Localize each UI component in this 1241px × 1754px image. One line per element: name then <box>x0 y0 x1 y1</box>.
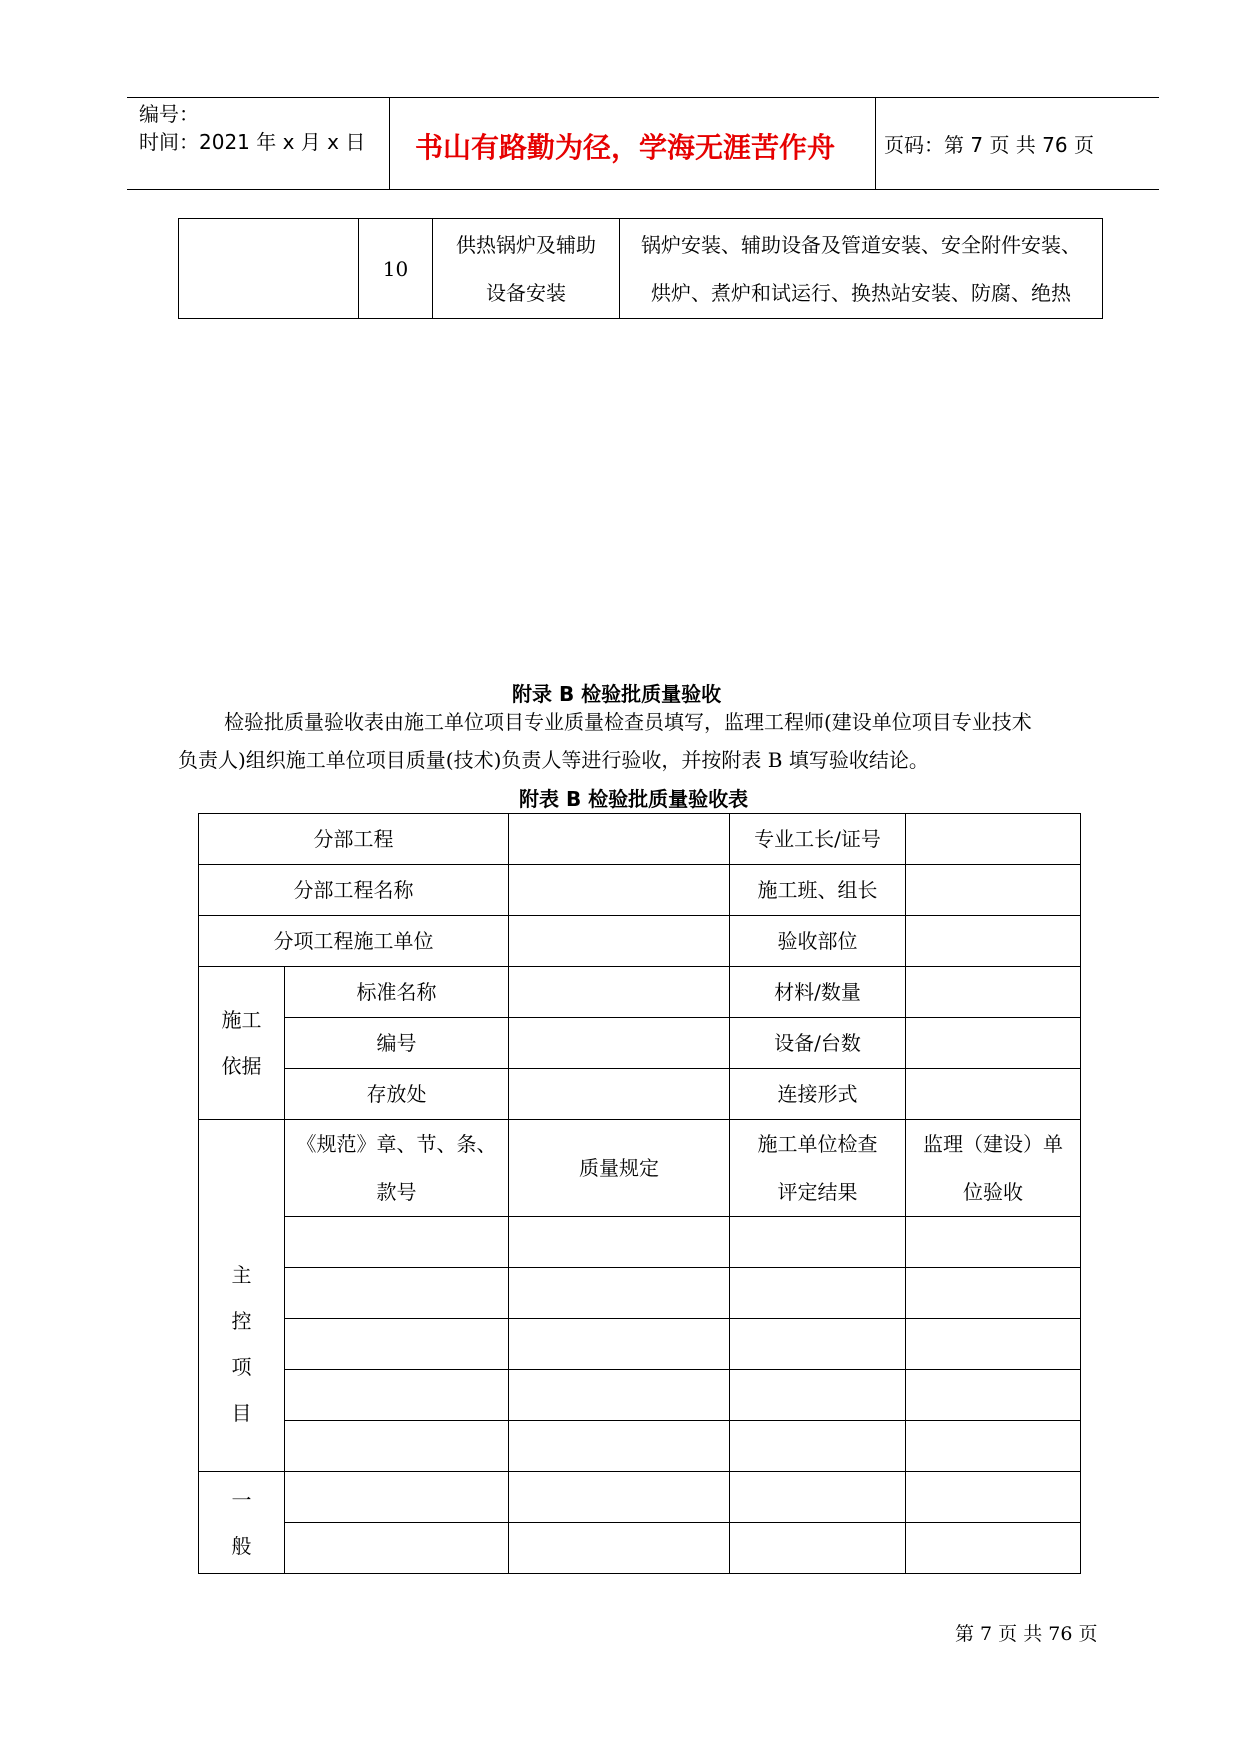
sub-item-contractor-value[interactable] <box>509 916 730 967</box>
division-name-label: 分部工程名称 <box>199 865 509 916</box>
storage-location-value[interactable] <box>509 1069 730 1120</box>
clause-header-line: 款号 <box>376 1180 417 1204</box>
supervision-acceptance-header <box>906 1120 1081 1217</box>
document-time-label: 时间：2021 年 x 月 x 日 <box>139 130 366 154</box>
appendix-paragraph <box>178 703 1108 779</box>
acceptance-cell[interactable] <box>906 1370 1081 1421</box>
table-row <box>199 1472 1081 1523</box>
appendix-title: 附录 B 检验批质量验收 <box>512 682 722 706</box>
quality-requirement-header: 质量规定 <box>509 1120 730 1217</box>
table-row <box>199 814 1081 865</box>
header-bottom-rule <box>127 189 1159 190</box>
quality-cell[interactable] <box>509 1421 730 1472</box>
table-row <box>199 1120 1081 1217</box>
header-page-info: 页码：第 7 页 共 76 页 <box>884 133 1094 157</box>
team-leader-value[interactable] <box>906 865 1081 916</box>
foreman-cert-label: 专业工长/证号 <box>730 814 906 865</box>
check-result-cell[interactable] <box>730 1523 906 1574</box>
footer-page-number: 第 7 页 共 76 页 <box>955 1623 1098 1645</box>
table-row <box>199 1319 1081 1370</box>
main-items-char: 目 <box>231 1400 252 1425</box>
clause-cell[interactable] <box>285 1472 509 1523</box>
acceptance-location-label: 验收部位 <box>730 916 906 967</box>
item-content-line: 烘炉、煮炉和试运行、换热站安装、防腐、绝热 <box>651 280 1071 305</box>
main-items-char: 控 <box>231 1308 252 1333</box>
construction-basis-label <box>199 967 285 1120</box>
storage-location-label: 存放处 <box>285 1069 509 1120</box>
table-row <box>199 1370 1081 1421</box>
basis-label-line: 施工 <box>221 1008 262 1032</box>
division-project-value[interactable] <box>509 814 730 865</box>
supervision-header-line: 位验收 <box>963 1180 1023 1204</box>
check-result-cell[interactable] <box>730 1217 906 1268</box>
main-items-char: 项 <box>231 1354 252 1379</box>
header-motto: 书山有路勤为径，学海无涯苦作舟 <box>415 131 836 164</box>
acceptance-location-value[interactable] <box>906 916 1081 967</box>
check-result-cell[interactable] <box>730 1319 906 1370</box>
item-name-line: 供热锅炉及辅助 <box>456 232 596 257</box>
basis-label-line: 依据 <box>221 1054 262 1078</box>
clause-cell[interactable] <box>285 1217 509 1268</box>
document-number-label: 编号： <box>139 102 199 126</box>
paragraph-line: 负责人)组织施工单位项目质量(技术)负责人等进行验收，并按附表 B 填写验收结论。 <box>178 748 929 772</box>
acceptance-cell[interactable] <box>906 1421 1081 1472</box>
general-items-char: 般 <box>231 1533 252 1558</box>
check-result-cell[interactable] <box>730 1370 906 1421</box>
table-row <box>199 967 1081 1018</box>
check-result-cell[interactable] <box>730 1268 906 1319</box>
clause-cell[interactable] <box>285 1268 509 1319</box>
contractor-check-header-line: 评定结果 <box>777 1180 858 1204</box>
standard-name-value[interactable] <box>509 967 730 1018</box>
equipment-count-value[interactable] <box>906 1018 1081 1069</box>
acceptance-cell[interactable] <box>906 1472 1081 1523</box>
table-row <box>199 1523 1081 1574</box>
clause-cell[interactable] <box>285 1370 509 1421</box>
table-row <box>199 1268 1081 1319</box>
material-quantity-value[interactable] <box>906 967 1081 1018</box>
sub-item-contractor-label: 分项工程施工单位 <box>199 916 509 967</box>
connection-type-label: 连接形式 <box>730 1069 906 1120</box>
check-result-cell[interactable] <box>730 1472 906 1523</box>
equipment-count-label: 设备/台数 <box>730 1018 906 1069</box>
inspection-form-table <box>198 813 1081 1574</box>
table-row <box>199 865 1081 916</box>
quality-cell[interactable] <box>509 1217 730 1268</box>
paragraph-line: 检验批质量验收表由施工单位项目专业质量检查员填写，监理工程师(建设单位项目专业技术 <box>224 710 1032 734</box>
quality-cell[interactable] <box>509 1319 730 1370</box>
standard-name-label: 标准名称 <box>285 967 509 1018</box>
division-project-label: 分部工程 <box>199 814 509 865</box>
clause-cell[interactable] <box>285 1523 509 1574</box>
general-items-label <box>199 1472 285 1574</box>
item-number-cell: 10 <box>359 219 433 319</box>
connection-type-value[interactable] <box>906 1069 1081 1120</box>
acceptance-cell[interactable] <box>906 1268 1081 1319</box>
table-row <box>199 1421 1081 1472</box>
quality-cell[interactable] <box>509 1370 730 1421</box>
item-content-line: 锅炉安装、辅助设备及管道安装、安全附件安装、 <box>641 232 1081 257</box>
division-name-value[interactable] <box>509 865 730 916</box>
general-items-char: 一 <box>231 1487 252 1512</box>
acceptance-cell[interactable] <box>906 1523 1081 1574</box>
clause-header <box>285 1120 509 1217</box>
item-content-cell <box>620 219 1103 319</box>
clause-cell[interactable] <box>285 1421 509 1472</box>
table-row <box>199 916 1081 967</box>
main-items-char: 主 <box>231 1262 252 1287</box>
form-table-title: 附表 B 检验批质量验收表 <box>519 787 749 811</box>
quality-cell[interactable] <box>509 1523 730 1574</box>
clause-header-line: 《规范》章、节、条、 <box>296 1132 497 1156</box>
supervision-header-line: 监理（建设）单 <box>923 1132 1063 1156</box>
foreman-cert-value[interactable] <box>906 814 1081 865</box>
table-row <box>179 219 1103 319</box>
item-name-cell <box>433 219 620 319</box>
clause-cell[interactable] <box>285 1319 509 1370</box>
acceptance-cell[interactable] <box>906 1217 1081 1268</box>
quality-cell[interactable] <box>509 1268 730 1319</box>
header-top-rule <box>127 97 1159 98</box>
acceptance-cell[interactable] <box>906 1319 1081 1370</box>
check-result-cell[interactable] <box>730 1421 906 1472</box>
table-row <box>199 1018 1081 1069</box>
item-name-line: 设备安装 <box>486 280 566 305</box>
table-row <box>199 1069 1081 1120</box>
team-leader-label: 施工班、组长 <box>730 865 906 916</box>
standard-number-label: 编号 <box>285 1018 509 1069</box>
main-control-items-label <box>199 1120 285 1472</box>
contractor-check-header-line: 施工单位检查 <box>757 1132 878 1156</box>
table-row <box>199 1217 1081 1268</box>
standard-number-value[interactable] <box>509 1018 730 1069</box>
header-divider-left <box>389 97 390 189</box>
top-continuation-table <box>178 218 1103 319</box>
header-divider-right <box>875 97 876 189</box>
table-cell <box>179 219 359 319</box>
quality-cell[interactable] <box>509 1472 730 1523</box>
material-quantity-label: 材料/数量 <box>730 967 906 1018</box>
contractor-check-header <box>730 1120 906 1217</box>
